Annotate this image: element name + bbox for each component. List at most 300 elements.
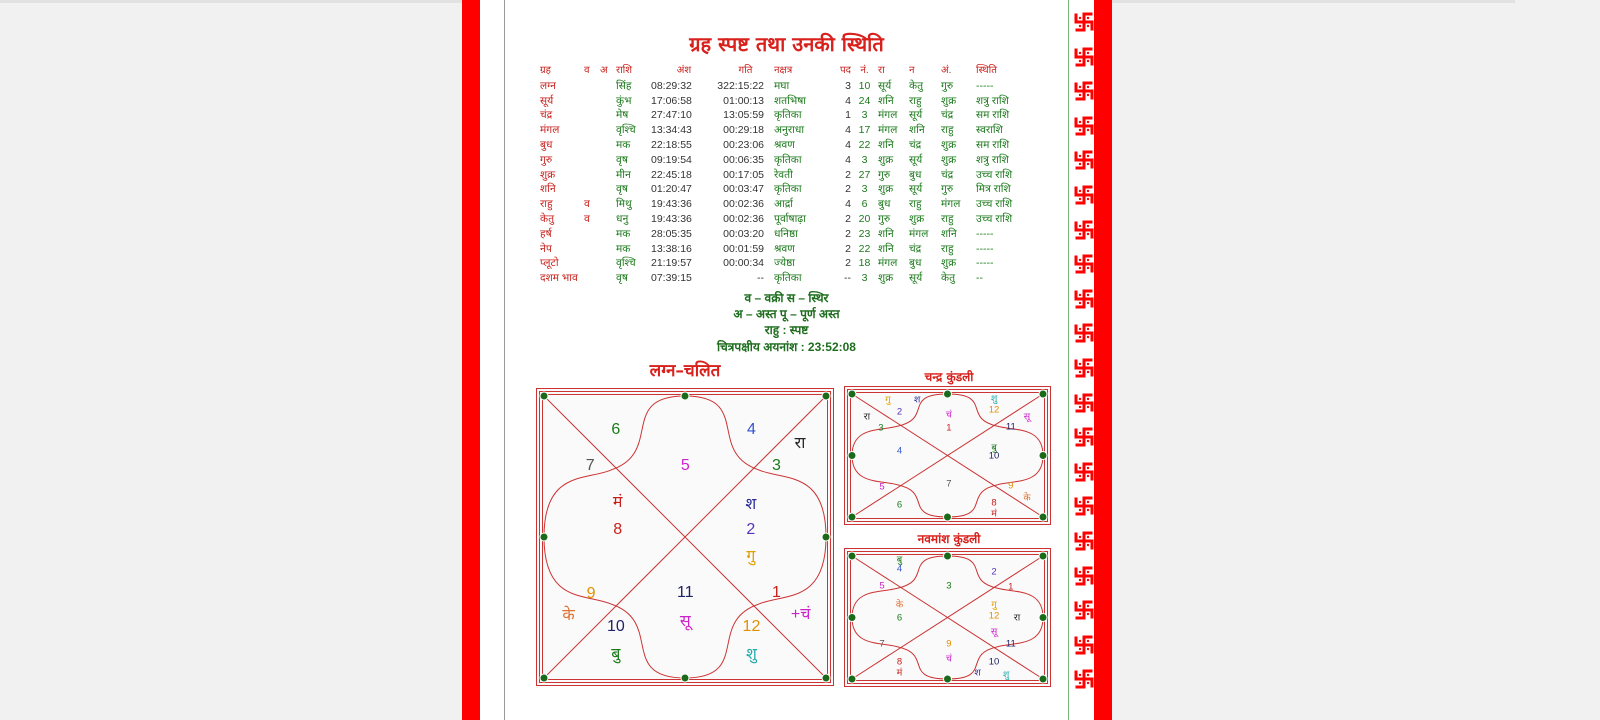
cell-an: राहु [941,242,954,255]
cell-ast [600,168,616,183]
cell-ast [600,94,616,109]
table-row [540,242,1036,257]
cell-nakshatra: रेवती [774,168,793,181]
swastika-icon [1074,566,1094,586]
cell-rashi: मक [616,242,631,255]
swastika-icon [1074,669,1094,689]
cell-ra: शनि [878,94,894,107]
house-label: 3 [946,580,952,592]
house-label: 10 [988,655,1000,667]
house-label: 7 [585,456,595,474]
cell-gati: 00:06:35 [723,153,764,166]
swastika-icon [1074,393,1094,413]
cell-an: शुक्र [941,138,957,151]
house-label: चं [945,653,952,665]
house-label: 5 [879,481,885,493]
corner-dot [1039,513,1047,521]
table-row [540,168,1036,183]
cell-ast [600,227,616,242]
cell-na: बुध [909,257,922,270]
swastika-icon [1074,600,1094,620]
cell-planet: राहु [540,198,553,211]
cell-gati: 00:03:47 [723,183,764,196]
table-row [540,197,1036,212]
header-num: नं. [860,65,869,76]
cell-na: सूर्य [909,183,923,196]
corner-dot [1039,390,1047,398]
house-label: के [1023,491,1031,503]
cell-num: 24 [858,94,871,107]
kundli-lines [536,388,834,686]
cell-sthiti: सम राशि [976,138,1010,151]
cell-ansh: 21:19:57 [651,257,692,270]
corner-dot [848,614,856,622]
house-label: 11 [1005,638,1016,650]
house-label: 6 [896,499,903,511]
house-label: 6 [896,612,903,624]
cell-na: राहु [909,94,922,107]
cell-na: बुध [909,168,922,181]
table-row [540,153,1036,168]
right-red-border [1094,0,1112,720]
cell-planet: मंगल [540,124,560,137]
swastika-icon [1074,323,1094,343]
cell-na: सूर्य [909,153,923,166]
chandra-kundli-chart [844,386,1051,525]
cell-pad: 2 [845,242,851,255]
house-label: 7 [879,638,885,650]
cell-ra: बुध [878,198,891,211]
house-label: मं [612,493,623,511]
cell-nakshatra: कृतिका [774,272,802,285]
lagna-chalit-title: लग्न–चलित [649,361,721,381]
cell-sthiti: ----- [976,242,994,255]
planet-table-header [540,64,1036,79]
planet-table-body [540,79,1036,286]
cell-sthiti: ----- [976,79,994,92]
swastika-icon [1074,220,1094,240]
cell-ra: गुरु [878,168,891,181]
corner-dot [848,513,856,521]
house-label: 2 [746,520,756,538]
cell-na: चंद्र [909,242,922,255]
corner-dot [822,533,830,541]
cell-ansh: 19:43:36 [651,198,692,211]
cell-nakshatra: श्रवण [774,138,795,151]
cell-ast [600,108,616,123]
corner-dot [540,392,548,400]
house-label: 2 [991,566,997,578]
corner-dot [848,390,856,398]
cell-num: 17 [858,124,871,137]
cell-an: शुक्र [941,257,957,270]
cell-num: 18 [858,257,871,270]
house-label: बु [896,554,903,566]
legend-ast: अ – अस्त पू – पूर्ण अस्त [733,307,840,321]
corner-dot [1039,452,1047,460]
house-label: 1 [946,422,952,434]
cell-pad: 4 [845,138,851,151]
cell-planet: प्लूटो [540,257,559,270]
cell-planet: हर्ष [540,227,552,240]
cell-pad: 2 [845,227,851,240]
house-label: गु [746,547,756,565]
house-label: शु [746,646,757,663]
cell-pad: 4 [845,124,851,137]
cell-vakri [584,153,600,168]
cell-num: 22 [858,242,871,255]
corner-dot [944,675,952,683]
house-label: चं [945,408,952,420]
cell-nakshatra: शतभिषा [774,94,807,107]
swastika-icon [1074,427,1094,447]
cell-vakri [584,256,600,271]
cell-vakri [584,182,600,197]
cell-ast [600,271,616,286]
house-label: 6 [611,421,621,439]
left-red-border [462,0,480,720]
house-label: के [562,607,575,625]
cell-na: शुक्र [909,212,925,225]
right-margin-line [1068,0,1069,720]
house-label: 1 [1008,581,1014,593]
cell-sthiti: उच्च राशि [976,168,1013,181]
cell-nakshatra: अनुराधा [774,124,805,137]
house-label: 10 [606,617,625,635]
cell-na: सूर्य [909,109,923,122]
house-label: मं [991,508,997,520]
swastika-icon [1074,462,1094,482]
cell-ast [600,123,616,138]
cell-vakri [584,138,600,153]
cell-nakshatra: श्रवण [774,242,795,255]
cell-rashi: वृश्चि [616,124,636,137]
cell-rashi: वृश्चि [616,257,636,270]
cell-gati: 00:03:20 [723,227,764,240]
cell-nakshatra: मघा [774,79,790,92]
cell-planet: शुक्र [540,168,556,181]
house-label: 9 [586,585,596,603]
house-label: श [745,495,757,513]
cell-pad: 4 [845,198,851,211]
cell-sthiti: उच्च राशि [976,212,1013,225]
cell-vakri [584,94,600,109]
cell-num: 23 [858,227,871,240]
cell-planet: गुरु [540,153,553,166]
house-label: सू [990,626,998,638]
cell-pad: 4 [845,153,851,166]
header-planet: ग्रह [540,65,551,76]
cell-gati: 322:15:22 [717,79,764,92]
cell-ansh: 09:19:54 [651,153,692,166]
cell-ansh: 07:39:15 [651,272,692,285]
cell-ansh: 01:20:47 [651,183,692,196]
house-label: श [974,667,981,679]
cell-ansh: 22:45:18 [651,168,692,181]
corner-dot [681,674,689,682]
table-row [540,227,1036,242]
house-label: गु [885,394,891,406]
cell-ra: शुक्र [878,183,894,196]
header-nakshatra: नक्षत्र [774,65,793,76]
cell-rashi: धनु [616,212,629,225]
house-label: 3 [772,456,781,474]
swastika-icon [1074,116,1094,136]
cell-gati: 00:17:05 [723,168,764,181]
cell-na: सूर्य [909,272,923,285]
cell-gati: 00:02:36 [723,212,764,225]
house-label: 5 [680,456,690,474]
house-label: 11 [676,584,694,602]
lagna-chalit-chart [536,388,834,686]
cell-sthiti: ----- [976,227,994,240]
cell-num: 3 [861,183,868,196]
legend-vakri: व – वक्री स – स्थिर [744,291,829,305]
cell-num: 10 [858,79,871,92]
cell-ansh: 19:43:36 [651,212,692,225]
cell-an: राहु [941,212,954,225]
cell-rashi: कुंभ [616,94,632,107]
cell-planet: सूर्य [540,94,554,107]
cell-sthiti: उच्च राशि [976,198,1013,211]
corner-dot [681,392,689,400]
swastika-icon [1074,289,1094,309]
house-label: सू [679,612,691,630]
house-label: 4 [896,563,903,575]
cell-ansh: 28:05:35 [651,227,692,240]
cell-nakshatra: धनिष्ठा [774,227,798,240]
header-ansh: अंश [676,65,692,76]
cell-pad: 2 [845,257,851,270]
cell-an: मंगल [941,198,961,211]
cell-gati: 00:29:18 [723,124,764,137]
house-label: 12 [988,404,1000,416]
cell-sthiti: शत्रु राशि [976,153,1009,166]
cell-nakshatra: कृतिका [774,109,802,122]
corner-dot [848,675,856,683]
house-label: बु [991,442,997,454]
cell-sthiti: सम राशि [976,109,1010,122]
house-label: शु [990,393,998,405]
header-sthiti: स्थिति [976,65,997,76]
cell-nakshatra: ज्येष्ठा [774,257,795,270]
cell-an: गुरु [941,79,954,92]
navamsha-kundli-chart [844,548,1051,687]
cell-num: 6 [861,198,868,211]
house-label: रा [794,435,806,453]
chandra-kundli-title: चन्द्र कुंडली [924,370,974,384]
cell-ra: मंगल [878,124,898,137]
cell-vakri [584,168,600,183]
house-label: बु [611,646,621,663]
cell-num: 3 [861,153,868,166]
cell-gati: 00:00:34 [723,257,764,270]
cell-an: शुक्र [941,153,957,166]
corner-dot [1039,614,1047,622]
cell-ansh: 27:47:10 [651,109,692,122]
cell-ra: शुक्र [878,153,894,166]
cell-ra: शनि [878,242,894,255]
house-label: गु [991,598,997,610]
cell-sthiti: मित्र राशि [976,183,1011,196]
cell-na: केतु [909,79,924,92]
cell-ra: सूर्य [878,79,892,92]
cell-an: शुक्र [941,94,957,107]
house-label: 8 [896,655,903,667]
cell-nakshatra: आर्द्रा [774,198,794,211]
cell-ansh: 17:06:58 [651,94,692,107]
cell-ra: शनि [878,227,894,240]
cell-ast [600,153,616,168]
planet-table [540,64,1036,286]
cell-planet: शनि [540,183,556,196]
cell-sthiti: ----- [976,257,994,270]
corner-dot [540,674,548,682]
cell-num: 3 [861,272,868,285]
cell-vakri [584,227,600,242]
cell-gati: 01:00:13 [723,94,764,107]
house-label: रा [863,411,871,423]
house-label: 10 [988,450,1000,462]
cell-ansh: 13:38:16 [651,242,692,255]
cell-an: गुरु [941,183,954,196]
cell-an: चंद्र [941,109,954,122]
cell-gati: 00:02:36 [723,198,764,211]
house-label: 9 [946,638,952,650]
document-page [462,0,1112,720]
cell-ra: मंगल [878,257,898,270]
cell-gati: 13:05:59 [723,109,764,122]
swastika-icon [1074,47,1094,67]
house-label: 4 [747,421,756,439]
house-label: +चं [790,605,811,623]
cell-na: राहु [909,198,922,211]
house-label: 12 [742,617,761,635]
cell-vakri [584,79,600,94]
navamsha-kundli-title: नवमांश कुंडली [917,532,981,546]
house-label: 5 [879,580,885,592]
cell-sthiti: शत्रु राशि [976,94,1009,107]
house-label: 1 [772,584,781,602]
table-row [540,256,1036,271]
corner-dot [944,552,952,560]
cell-num: 27 [858,168,871,181]
cell-gati: 00:23:06 [723,138,764,151]
table-row [540,79,1036,94]
cell-vakri [584,108,600,123]
house-label: 9 [1008,479,1014,491]
cell-vakri [584,271,600,286]
cell-rashi: वृष [616,153,628,166]
cell-nakshatra: पूर्वाषाढ़ा [774,212,806,225]
cell-ansh: 08:29:32 [651,79,692,92]
cell-ansh: 13:34:43 [651,124,692,137]
cell-nakshatra: कृतिका [774,153,802,166]
cell-ast [600,79,616,94]
ayanamsha-value: चित्रपक्षीय अयनांश : 23:52:08 [717,340,856,354]
cell-ra: मंगल [878,109,898,122]
cell-rashi: मेष [616,109,629,122]
cell-pad: 2 [845,212,851,225]
cell-vakri: व [584,212,590,225]
header-an: अं. [941,65,952,76]
cell-an: राहु [941,124,954,137]
cell-rashi: सिंह [616,79,632,92]
header-pad: पद [840,65,851,76]
kundli-lines [844,386,1051,525]
cell-ast [600,197,616,212]
corner-dot [944,513,952,521]
cell-rashi: मक [616,138,631,151]
house-label: 2 [896,406,903,418]
corner-dot [540,533,548,541]
header-ast: अ [600,65,608,76]
cell-num: 22 [858,138,871,151]
table-row [540,108,1036,123]
cell-pad: 4 [845,94,851,107]
table-row [540,138,1036,153]
cell-ast [600,138,616,153]
cell-pad: 1 [845,109,851,122]
house-label: के [895,598,904,610]
cell-ast [600,256,616,271]
header-ra: रा [878,65,885,76]
cell-ra: गुरु [878,212,891,225]
corner-dot [822,392,830,400]
swastika-icon [1074,12,1094,32]
swastika-icon [1074,81,1094,101]
cell-planet: चंद्र [540,109,553,122]
corner-dot [822,674,830,682]
corner-dot [1039,552,1047,560]
swastika-icon [1074,254,1094,274]
header-na: न [909,65,915,76]
cell-num: 3 [861,109,868,122]
cell-pad: 2 [845,168,851,181]
cell-an: शनि [941,227,957,240]
table-row [540,271,1036,286]
cell-ra: शनि [878,138,894,151]
house-label: सू [1023,411,1031,423]
corner-dot [944,390,952,398]
cell-vakri [584,123,600,138]
cell-pad: -- [844,272,851,285]
cell-na: मंगल [909,227,929,240]
swastika-icon [1074,531,1094,551]
cell-sthiti: -- [976,272,983,285]
cell-rashi: मक [616,227,631,240]
swastika-icon [1074,185,1094,205]
cell-num: 20 [858,212,871,225]
corner-dot [848,552,856,560]
house-label: रा [1013,612,1021,624]
header-rashi: राशि [616,65,633,76]
house-label: 8 [613,520,623,538]
swastika-icon [1074,496,1094,516]
cell-na: शनि [909,124,925,137]
table-row [540,123,1036,138]
cell-rashi: वृष [616,272,628,285]
house-label: 4 [896,445,903,457]
table-row [540,94,1036,109]
table-row [540,212,1036,227]
cell-sthiti: स्वराशि [976,124,1003,137]
cell-ast [600,242,616,257]
page-title: ग्रह स्पष्ट तथा उनकी स्थिति [689,32,884,56]
table-row [540,182,1036,197]
house-label: 11 [1005,421,1016,433]
swastika-icon [1074,635,1094,655]
